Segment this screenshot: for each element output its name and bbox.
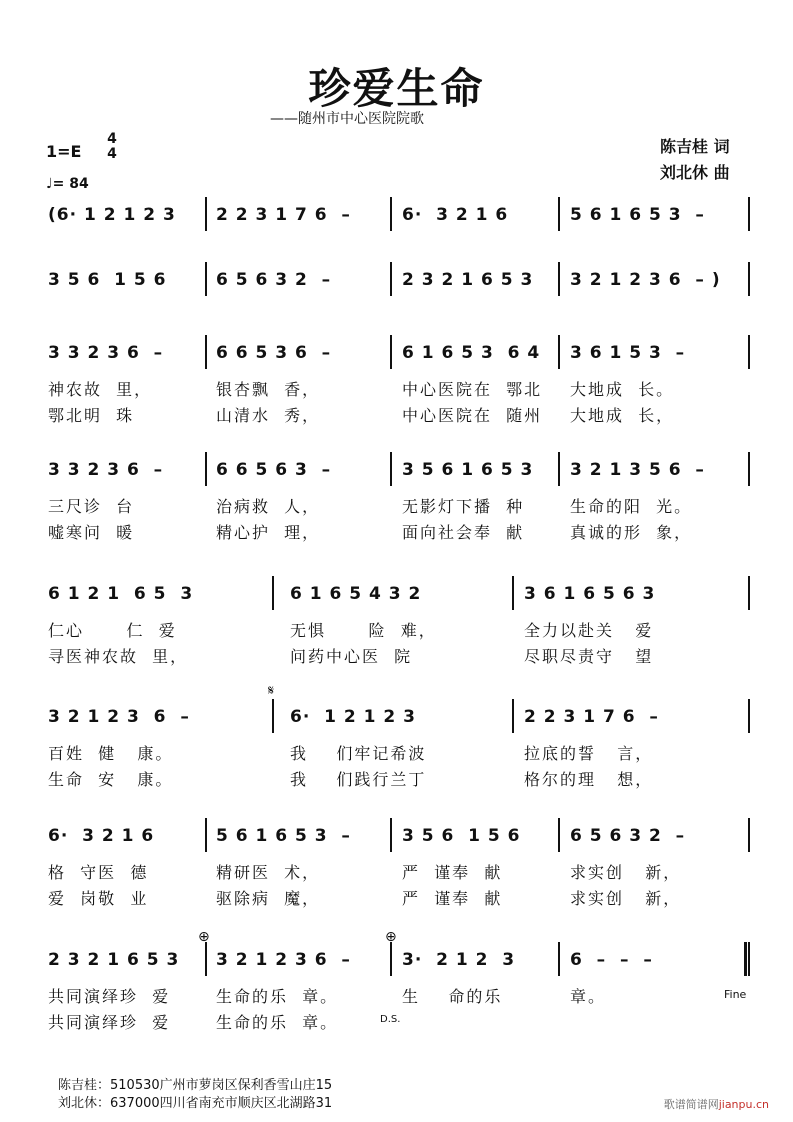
lyric-line-2: 驱除病 魔， bbox=[216, 889, 321, 908]
measure-notes: 3 5 6 1 5 6 bbox=[402, 826, 521, 846]
coda-icon: ⊕ bbox=[198, 929, 210, 945]
footer-line-1: 陈吉桂：510530广州市萝岗区保利香雪山庄15 bbox=[58, 1078, 333, 1093]
measure-notes: 3 6 1 6 5 6 3 bbox=[524, 584, 656, 604]
measure-notes: (6· 1 2 1 2 3 bbox=[48, 205, 176, 225]
bar-line bbox=[748, 699, 750, 733]
measure-notes: 6 1 2 1 6 5 3 bbox=[48, 584, 194, 604]
lyric-line-2: 山清水 秀， bbox=[216, 406, 321, 425]
lyric-line-2: 寻医神农故 里， bbox=[48, 647, 189, 666]
measure-notes: 6 5 6 3 2 – bbox=[216, 270, 332, 290]
bar-line bbox=[558, 942, 560, 976]
watermark-prefix: 歌谱简谱网 bbox=[663, 1098, 719, 1111]
fine-mark: Fine bbox=[724, 988, 747, 1001]
ds-mark: D.S. bbox=[380, 1014, 401, 1025]
bar-line bbox=[205, 818, 207, 852]
page-title: 珍爱生命 bbox=[308, 64, 485, 113]
lyricist: 陈吉桂 词 bbox=[660, 137, 730, 156]
bar-line bbox=[390, 818, 392, 852]
measure-notes: 3· 2 1 2 3 bbox=[402, 950, 516, 970]
measure-notes: 3 2 1 2 3 6 – bbox=[48, 707, 190, 727]
lyric-line-1: 中心医院在 鄂北 bbox=[402, 380, 543, 399]
bar-line bbox=[205, 197, 207, 231]
lyric-line-1: 大地成 长。 bbox=[570, 380, 675, 399]
bar-line bbox=[205, 942, 207, 976]
measure-notes: 5 6 1 6 5 3 – bbox=[570, 205, 705, 225]
lyric-line-1: 生命的阳 光。 bbox=[570, 497, 693, 516]
lyric-line-1: 生命的乐 章。 bbox=[216, 987, 339, 1006]
lyric-line-2: 精心护 理， bbox=[216, 523, 321, 542]
bar-line bbox=[748, 818, 750, 852]
lyric-line-1: 格 守医 德 bbox=[48, 863, 149, 882]
subtitle: ——随州市中心医院院歌 bbox=[270, 111, 424, 127]
bar-line bbox=[558, 818, 560, 852]
measure-notes: 2 2 3 1 7 6 – bbox=[216, 205, 351, 225]
time-signature bbox=[104, 132, 120, 162]
lyric-line-2: 生命 安 康。 bbox=[48, 770, 174, 789]
bar-line bbox=[748, 452, 750, 486]
measure-notes: 3 2 1 2 3 6 – ) bbox=[570, 270, 721, 290]
lyric-line-2: 问药中心医 院 bbox=[290, 647, 413, 666]
time-bottom: 4 bbox=[107, 146, 117, 162]
bar-line bbox=[512, 699, 514, 733]
measure-notes: 6· 3 2 1 6 bbox=[48, 826, 155, 846]
key-signature: 1=E bbox=[46, 142, 82, 161]
lyric-line-1: 三尺诊 台 bbox=[48, 497, 135, 516]
measure-notes: 5 6 1 6 5 3 – bbox=[216, 826, 351, 846]
lyric-line-2: 尽职尽责守 望 bbox=[524, 647, 654, 666]
lyric-line-2: 共同演绎珍 爱 bbox=[48, 1013, 171, 1032]
measure-notes: 6 – – – bbox=[570, 950, 653, 970]
composer: 刘北休 曲 bbox=[660, 163, 730, 182]
measure-notes: 6· 3 2 1 6 bbox=[402, 205, 509, 225]
watermark bbox=[664, 1096, 769, 1112]
bar-line bbox=[272, 576, 274, 610]
measure-notes: 2 3 2 1 6 5 3 bbox=[48, 950, 180, 970]
lyric-line-2: 鄂北明 珠 bbox=[48, 406, 135, 425]
lyric-line-1: 求实创 新， bbox=[570, 863, 682, 882]
lyric-line-2: 真诚的形 象， bbox=[570, 523, 693, 542]
lyric-line-1: 银杏飘 香， bbox=[216, 380, 321, 399]
measure-notes: 6· 1 2 1 2 3 bbox=[290, 707, 416, 727]
measure-notes: 3 3 2 3 6 – bbox=[48, 343, 164, 363]
lyric-line-1: 共同演绎珍 爱 bbox=[48, 987, 171, 1006]
lyric-line-1: 生 命的乐 bbox=[402, 987, 503, 1006]
measure-notes: 6 6 5 3 6 – bbox=[216, 343, 332, 363]
lyric-line-1: 神农故 里， bbox=[48, 380, 153, 399]
tempo bbox=[46, 176, 89, 192]
bar-line bbox=[205, 452, 207, 486]
lyric-line-2: 我 们践行兰丁 bbox=[290, 770, 427, 789]
bar-line bbox=[748, 335, 750, 369]
bar-line bbox=[390, 335, 392, 369]
lyric-line-2: 大地成 长， bbox=[570, 406, 675, 425]
bar-line bbox=[272, 699, 274, 733]
lyric-line-1: 全力以赴关 爱 bbox=[524, 621, 654, 640]
lyric-line-1: 无惧 险 难， bbox=[290, 621, 437, 640]
lyric-line-2: 求实创 新， bbox=[570, 889, 682, 908]
lyric-line-2: 生命的乐 章。 bbox=[216, 1013, 339, 1032]
bar-line bbox=[558, 452, 560, 486]
bar-line bbox=[748, 576, 750, 610]
measure-notes: 6 1 6 5 4 3 2 bbox=[290, 584, 422, 604]
bar-line bbox=[205, 262, 207, 296]
lyric-line-1: 无影灯下播 种 bbox=[402, 497, 525, 516]
lyric-line-2: 嘘寒问 暖 bbox=[48, 523, 135, 542]
bar-line bbox=[390, 452, 392, 486]
bar-line bbox=[205, 335, 207, 369]
segno-icon: 𝄋 bbox=[268, 683, 275, 699]
watermark-site: jianpu.cn bbox=[718, 1098, 769, 1111]
measure-notes: 3 3 2 3 6 – bbox=[48, 460, 164, 480]
lyric-line-1: 百姓 健 康。 bbox=[48, 744, 174, 763]
lyric-line-1: 仁心 仁 爱 bbox=[48, 621, 177, 640]
lyric-line-1: 精研医 术， bbox=[216, 863, 321, 882]
tempo-value: = 84 bbox=[52, 176, 89, 192]
measure-notes: 3 5 6 1 5 6 bbox=[48, 270, 167, 290]
measure-notes: 6 1 6 5 3 6 4 bbox=[402, 343, 541, 363]
final-bar-line bbox=[744, 942, 747, 976]
bar-line bbox=[558, 197, 560, 231]
bar-line bbox=[390, 197, 392, 231]
measure-notes: 6 5 6 3 2 – bbox=[570, 826, 686, 846]
measure-notes: 3 2 1 3 5 6 – bbox=[570, 460, 705, 480]
lyric-line-1: 拉底的誓 言， bbox=[524, 744, 654, 763]
lyric-line-2: 严 谨奉 献 bbox=[402, 889, 503, 908]
bar-line bbox=[748, 942, 750, 976]
lyric-line-2: 面向社会奉 献 bbox=[402, 523, 525, 542]
measure-notes: 3 5 6 1 6 5 3 bbox=[402, 460, 534, 480]
time-top: 4 bbox=[107, 131, 117, 147]
bar-line bbox=[512, 576, 514, 610]
lyric-line-1: 章。 bbox=[570, 987, 607, 1006]
bar-line bbox=[390, 262, 392, 296]
bar-line bbox=[558, 262, 560, 296]
bar-line bbox=[390, 942, 392, 976]
bar-line bbox=[748, 197, 750, 231]
lyric-line-2: 格尔的理 想， bbox=[524, 770, 654, 789]
lyric-line-1: 严 谨奉 献 bbox=[402, 863, 503, 882]
bar-line bbox=[558, 335, 560, 369]
measure-notes: 3 6 1 5 3 – bbox=[570, 343, 686, 363]
footer-line-2: 刘北休：637000四川省南充市顺庆区北湖路31 bbox=[58, 1096, 333, 1111]
quarter-note-icon: ♩ bbox=[46, 176, 53, 192]
measure-notes: 2 2 3 1 7 6 – bbox=[524, 707, 659, 727]
lyric-line-2: 中心医院在 随州 bbox=[402, 406, 543, 425]
measure-notes: 3 2 1 2 3 6 – bbox=[216, 950, 351, 970]
lyric-line-1: 我 们牢记希波 bbox=[290, 744, 427, 763]
measure-notes: 2 3 2 1 6 5 3 bbox=[402, 270, 534, 290]
bar-line bbox=[748, 262, 750, 296]
measure-notes: 6 6 5 6 3 – bbox=[216, 460, 332, 480]
lyric-line-2: 爱 岗敬 业 bbox=[48, 889, 149, 908]
lyric-line-1: 治病救 人， bbox=[216, 497, 321, 516]
coda-icon-2: ⊕ bbox=[385, 929, 397, 945]
